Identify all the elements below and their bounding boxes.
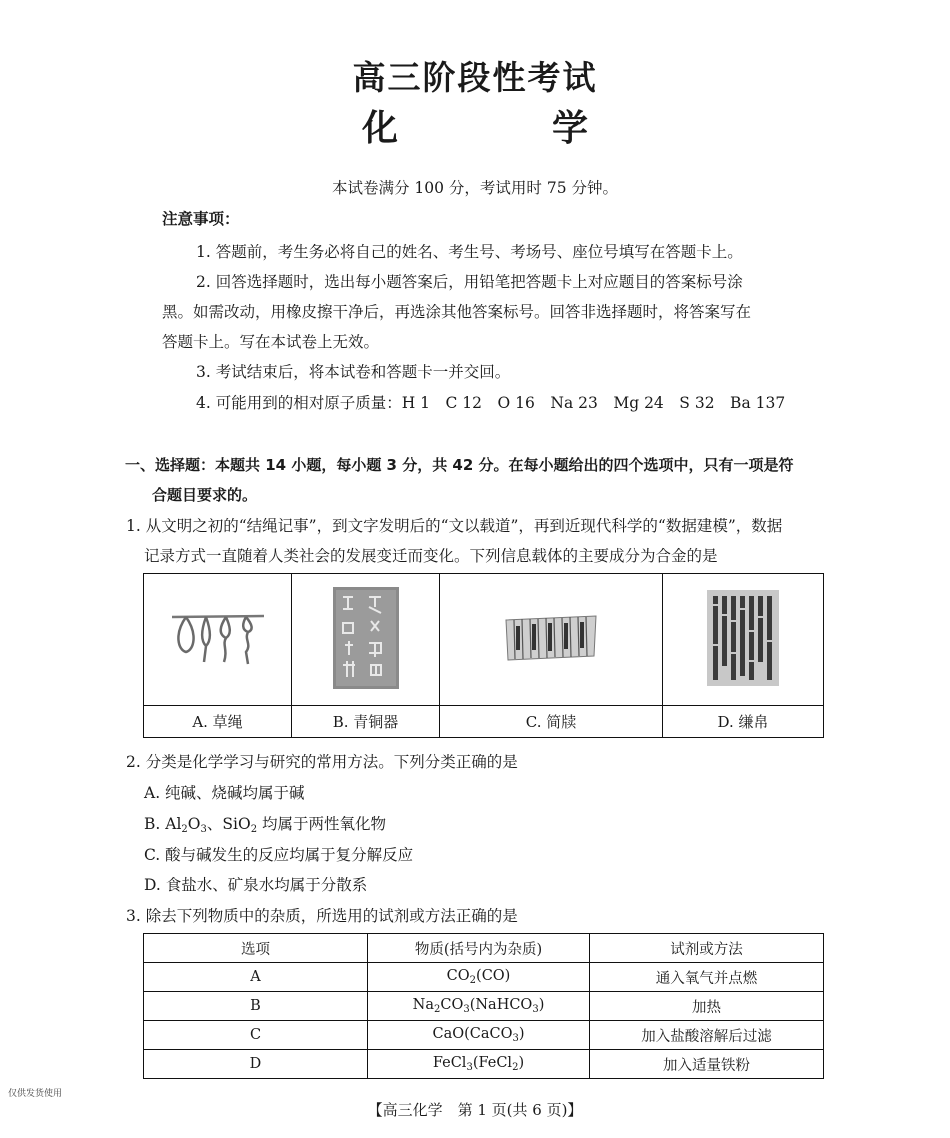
- formula-sub: 2: [512, 1062, 519, 1073]
- section-1-line-2: 合题目要求的。: [152, 486, 258, 504]
- notice-item-2-line-2: 黑。如需改动，用橡皮擦干净后，再选涂其他答案标号。回答非选择题时，将答案写在: [162, 303, 752, 321]
- formula-sub: 2: [181, 824, 188, 835]
- table-cell: [368, 963, 590, 992]
- subject-char-2: 学: [551, 108, 588, 149]
- formula-sub: 2: [433, 1004, 441, 1015]
- q1-option-d-image: [663, 574, 824, 706]
- q2-option-d: D. 食盐水、矿泉水均属于分散系: [144, 876, 368, 894]
- table-cell: 加热: [590, 992, 824, 1021]
- q1-stem-line-2: 记录方式一直随着人类社会的发展变迁而变化。下列信息载体的主要成分为合金的是: [144, 547, 718, 565]
- table-cell: C: [144, 1021, 368, 1050]
- formula-part: (CO): [476, 968, 511, 984]
- q2-b-prefix: B.: [144, 815, 166, 833]
- usage-stamp: 仅供发货使用: [8, 1089, 63, 1099]
- table-header: 试剂或方法: [590, 934, 824, 963]
- table-cell: 通入氧气并点燃: [590, 963, 824, 992]
- bamboo-slips-image: [502, 614, 600, 662]
- q1-option-b-label: B. 青铜器: [292, 706, 440, 738]
- formula-sub: 3: [512, 1033, 519, 1044]
- table-row: [144, 992, 824, 1021]
- q3-stem: 3. 除去下列物质中的杂质，所选用的试剂或方法正确的是: [126, 907, 518, 925]
- formula-part: O: [187, 815, 201, 833]
- table-row: [144, 963, 824, 992]
- q1-option-c-label: C. 简牍: [440, 706, 663, 738]
- notice-item-4: 4. 可能用到的相对原子质量：H 1 C 12 O 16 Na 23 Mg 24 S 32 Ba 137: [196, 394, 786, 412]
- q1-options-table: [143, 573, 824, 738]
- table-row: [144, 1021, 824, 1050]
- table-cell: [368, 1021, 590, 1050]
- formula-sub: 3: [532, 1004, 539, 1015]
- q1-option-a-label: A. 草绳: [144, 706, 292, 738]
- table-cell: [368, 1050, 590, 1079]
- formula-sub: 3: [463, 1004, 470, 1015]
- q2-option-a: A. 纯碱、烧碱均属于碱: [144, 784, 305, 802]
- q2-b-suffix: 均属于两性氧化物: [257, 815, 386, 833]
- table-header: 物质(括号内为杂质): [368, 934, 590, 963]
- q3-table: [143, 933, 824, 1079]
- notice-item-3: 3. 考试结束后，将本试卷和答题卡一并交回。: [196, 363, 511, 381]
- notice-heading: 注意事项：: [162, 210, 240, 228]
- formula-part: Na: [412, 997, 434, 1013]
- q2-option-b: [144, 812, 386, 835]
- intro-text: 本试卷满分 100 分，考试用时 75 分钟。: [331, 179, 619, 197]
- table-header: 选项: [144, 934, 368, 963]
- q2-option-c: C. 酸与碱发生的反应均属于复分解反应: [144, 846, 414, 864]
- page-footer: 【高三化学 第 1 页(共 6 页)】: [367, 1101, 583, 1119]
- table-row: [144, 1050, 824, 1079]
- q1-option-b-image: [292, 574, 440, 706]
- formula-sub: 2: [469, 975, 477, 986]
- formula-part: ): [538, 997, 545, 1013]
- exam-subject: [0, 100, 950, 151]
- formula-part: (NaHCO: [469, 997, 533, 1013]
- silk-manuscript-image: [707, 590, 779, 686]
- formula-part: ): [518, 1055, 525, 1071]
- table-cell: B: [144, 992, 368, 1021]
- table-cell: [368, 992, 590, 1021]
- formula-part: Al: [165, 815, 182, 833]
- formula-sub: 2: [250, 824, 258, 835]
- table-cell: 加入盐酸溶解后过滤: [590, 1021, 824, 1050]
- table-header-row: [144, 934, 824, 963]
- table-cell: A: [144, 963, 368, 992]
- notice-item-1: 1. 答题前，考生务必将自己的姓名、考生号、考场号、座位号填写在答题卡上。: [196, 243, 743, 261]
- q1-option-d-label: D. 缣帛: [663, 706, 824, 738]
- knotted-rope-image: [170, 610, 266, 666]
- formula-part: SiO: [222, 815, 251, 833]
- q2-stem: 2. 分类是化学学习与研究的常用方法。下列分类正确的是: [126, 753, 518, 771]
- table-cell: 加入适量铁粉: [590, 1050, 824, 1079]
- formula-part: ): [518, 1026, 525, 1042]
- table-cell: D: [144, 1050, 368, 1079]
- q2-b-separator: 、: [206, 815, 223, 833]
- formula-sub: 3: [466, 1062, 473, 1073]
- section-1-line-1: 一、选择题：本题共 14 小题，每小题 3 分，共 42 分。在每小题给出的四个选项中，只有一项是符: [125, 456, 794, 474]
- q1-stem-line-1: 1. 从文明之初的“结绳记事”，到文字发明后的“文以载道”，再到近现代科学的“数据建模”，数据: [126, 517, 783, 535]
- bronze-inscription-image: [333, 587, 399, 689]
- formula-part: CaO(CaCO: [432, 1026, 513, 1042]
- subject-char-1: 化: [361, 108, 398, 149]
- formula-part: FeCl: [432, 1055, 467, 1071]
- q1-option-a-image: [144, 574, 292, 706]
- q1-option-c-image: [440, 574, 663, 706]
- formula-part: CO: [446, 968, 470, 984]
- notice-item-2-line-3: 答题卡上。写在本试卷上无效。: [162, 333, 380, 351]
- exam-title: 高三阶段性考试: [352, 58, 598, 97]
- formula-sub: 3: [200, 824, 207, 835]
- notice-item-2-line-1: 2. 回答选择题时，选出每小题答案后，用铅笔把答题卡上对应题目的答案标号涂: [196, 273, 743, 291]
- formula-part: (FeCl: [472, 1055, 513, 1071]
- formula-part: CO: [440, 997, 464, 1013]
